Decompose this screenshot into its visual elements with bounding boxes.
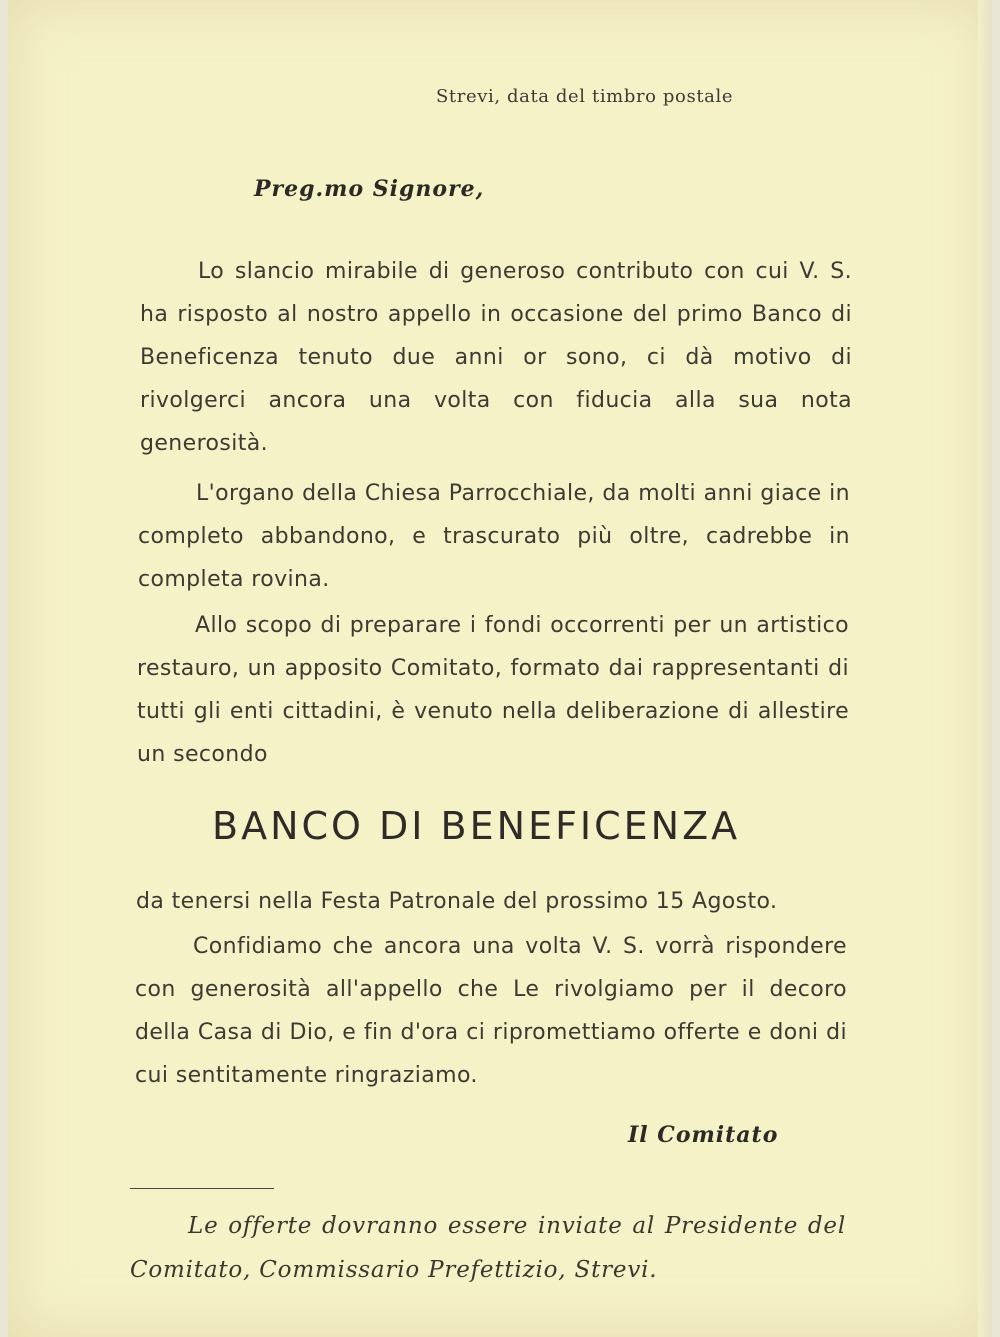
paragraph-2 bbox=[138, 472, 850, 601]
event-title: BANCO DI BENEFICENZA bbox=[212, 804, 741, 848]
signature: Il Comitato bbox=[628, 1122, 779, 1148]
paragraph-1-text: Lo slancio mirabile di generoso contributo con cui V. S. ha risposto al nostro appello in occasione del primo Banco di Beneficenza tenuto due anni or sono, ci dà motivo di rivolgerci ancora una volta con fiducia alla sua nota generosità. bbox=[140, 259, 852, 456]
dateline: Strevi, data del timbro postale bbox=[436, 86, 734, 107]
paragraph-3-text: Allo scopo di preparare i fondi occorrenti per un artistico restauro, un apposito Comitato, formato dai rappresentanti di tutti gli enti cittadini, è venuto nella deliberazione di allestire un secondo bbox=[137, 613, 849, 767]
paragraph-3 bbox=[137, 604, 849, 776]
event-date-text: da tenersi nella Festa Patronale del prossimo 15 Agosto. bbox=[136, 889, 778, 914]
footnote-text: Le offerte dovranno essere inviate al Presidente del Comitato, Commissario Prefettizio, Strevi. bbox=[130, 1213, 846, 1283]
paper-edge bbox=[978, 0, 992, 1337]
salutation: Preg.mo Signore, bbox=[254, 176, 485, 202]
letter-sheet bbox=[8, 0, 992, 1337]
paragraph-2-text: L'organo della Chiesa Parrocchiale, da molti anni giace in completo abbandono, e trascurato più oltre, cadrebbe in completa rovina. bbox=[138, 481, 850, 592]
footnote bbox=[130, 1204, 846, 1292]
event-date-line bbox=[136, 880, 848, 923]
paragraph-1 bbox=[140, 250, 852, 465]
closing-paragraph-text: Confidiamo che ancora una volta V. S. vorrà rispondere con generosità all'appello che Le rivolgiamo per il decoro della Casa di Dio, e fin d'ora ci ripromettiamo offerte e doni di cui sentitamente ringraziamo. bbox=[135, 934, 847, 1088]
footnote-divider bbox=[130, 1188, 274, 1189]
closing-paragraph bbox=[135, 925, 847, 1097]
